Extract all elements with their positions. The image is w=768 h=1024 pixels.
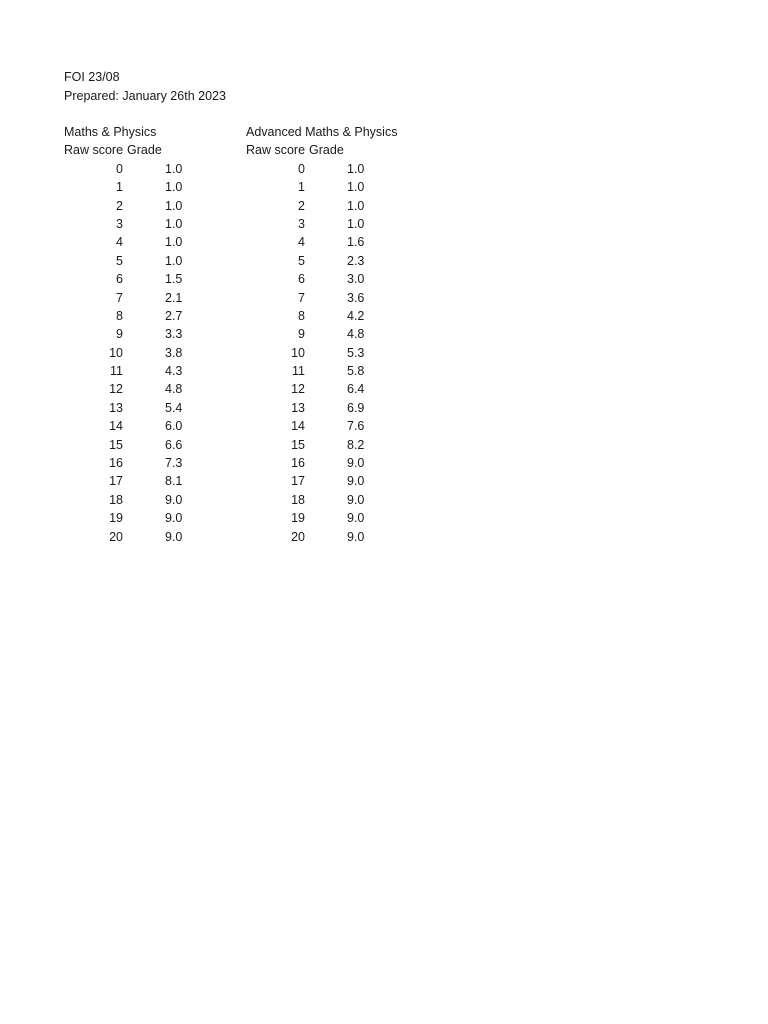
raw-score-cell: 17 (109, 474, 123, 489)
raw-score-cell: 16 (109, 456, 123, 471)
table-row (246, 160, 397, 178)
grade-cell: 1.0 (165, 198, 183, 213)
raw-score-cell: 6 (116, 272, 123, 287)
table-row (64, 160, 183, 178)
raw-score-cell: 15 (291, 437, 305, 452)
table-row (246, 454, 397, 472)
grade-cell: 1.0 (165, 216, 183, 231)
table-row (246, 178, 397, 196)
table-header (246, 141, 397, 159)
raw-score-cell: 20 (109, 529, 123, 544)
grade-cell: 5.8 (347, 364, 365, 379)
table-row (64, 233, 183, 251)
grade-cell: 4.8 (165, 382, 183, 397)
table-row (64, 436, 183, 454)
raw-score-cell: 10 (291, 345, 305, 360)
table-row (246, 289, 397, 307)
table-row (246, 417, 397, 435)
raw-score-cell: 15 (109, 437, 123, 452)
raw-score-cell: 4 (116, 235, 123, 250)
raw-score-cell: 0 (116, 161, 123, 176)
table-row (246, 509, 397, 527)
table-row (246, 528, 397, 546)
raw-score-cell: 14 (109, 419, 123, 434)
grade-cell: 1.6 (347, 235, 365, 250)
table-row (246, 197, 397, 215)
table-row (246, 491, 397, 509)
raw-score-cell: 2 (298, 198, 305, 213)
table-row (64, 178, 183, 196)
raw-score-cell: 9 (116, 327, 123, 342)
raw-score-cell: 5 (116, 253, 123, 268)
raw-score-cell: 10 (109, 345, 123, 360)
table-row (246, 472, 397, 490)
table-row (246, 380, 397, 398)
raw-score-cell: 5 (298, 253, 305, 268)
table-row (64, 472, 183, 490)
raw-score-cell: 19 (291, 511, 305, 526)
raw-score-cell: 14 (291, 419, 305, 434)
table-row (64, 509, 183, 527)
raw-score-cell: 2 (116, 198, 123, 213)
table-row (64, 344, 183, 362)
grade-cell: 6.9 (347, 400, 365, 415)
table-row (64, 307, 183, 325)
grade-cell: 7.3 (165, 456, 183, 471)
table-row (246, 215, 397, 233)
raw-score-cell: 11 (292, 364, 305, 379)
table-row (64, 380, 183, 398)
raw-score-cell: 7 (116, 290, 123, 305)
column-header-raw-score: Raw score (64, 143, 124, 158)
raw-score-cell: 11 (110, 364, 123, 379)
grade-cell: 6.0 (165, 419, 183, 434)
table-rows (246, 160, 397, 546)
raw-score-cell: 7 (298, 290, 305, 305)
raw-score-cell: 16 (291, 456, 305, 471)
table-row (64, 491, 183, 509)
table-row (64, 252, 183, 270)
column-header-grade: Grade (309, 143, 344, 158)
grade-cell: 6.6 (165, 437, 183, 452)
table-row (246, 307, 397, 325)
grade-cell: 1.0 (347, 180, 365, 195)
grade-cell: 5.4 (165, 400, 183, 415)
grade-cell: 3.6 (347, 290, 365, 305)
table-row (246, 344, 397, 362)
table-row (246, 325, 397, 343)
raw-score-cell: 18 (291, 492, 305, 507)
column-header-grade: Grade (127, 143, 162, 158)
table-advanced-maths-physics (246, 123, 397, 546)
raw-score-cell: 4 (298, 235, 305, 250)
raw-score-cell: 13 (291, 400, 305, 415)
grade-cell: 3.3 (165, 327, 183, 342)
grade-cell: 2.1 (165, 290, 183, 305)
table-title: Maths & Physics (64, 125, 157, 139)
grade-cell: 8.2 (347, 437, 365, 452)
table-row (246, 270, 397, 288)
grade-cell: 6.4 (347, 382, 365, 397)
table-rows (64, 160, 183, 546)
raw-score-cell: 20 (291, 529, 305, 544)
table-row (64, 454, 183, 472)
grade-cell: 3.0 (347, 272, 365, 287)
raw-score-cell: 1 (116, 180, 123, 195)
grade-cell: 1.0 (165, 161, 183, 176)
raw-score-cell: 19 (109, 511, 123, 526)
table-header (64, 141, 162, 159)
grade-cell: 9.0 (165, 492, 183, 507)
table-title: Advanced Maths & Physics (246, 125, 398, 139)
grade-cell: 1.0 (165, 253, 183, 268)
table-row (64, 528, 183, 546)
table-row (246, 399, 397, 417)
table-row (246, 436, 397, 454)
table-row (64, 399, 183, 417)
grade-cell: 1.5 (165, 272, 183, 287)
table-row (64, 270, 183, 288)
grade-cell: 5.3 (347, 345, 365, 360)
document-reference: FOI 23/08 (64, 70, 120, 84)
grade-cell: 4.2 (347, 308, 365, 323)
prepared-date: Prepared: January 26th 2023 (64, 89, 226, 103)
raw-score-cell: 12 (291, 382, 305, 397)
grade-cell: 1.0 (347, 198, 365, 213)
raw-score-cell: 12 (109, 382, 123, 397)
table-row (246, 362, 397, 380)
grade-cell: 9.0 (347, 511, 365, 526)
grade-cell: 1.0 (347, 216, 365, 231)
grade-cell: 2.3 (347, 253, 365, 268)
raw-score-cell: 0 (298, 161, 305, 176)
grade-cell: 9.0 (347, 474, 365, 489)
table-row (64, 417, 183, 435)
grade-cell: 1.0 (165, 235, 183, 250)
column-header-raw-score: Raw score (246, 143, 306, 158)
grade-cell: 4.8 (347, 327, 365, 342)
raw-score-cell: 8 (116, 308, 123, 323)
grade-cell: 7.6 (347, 419, 365, 434)
table-row (246, 233, 397, 251)
grade-cell: 8.1 (165, 474, 183, 489)
table-row (64, 215, 183, 233)
table-row (64, 325, 183, 343)
raw-score-cell: 8 (298, 308, 305, 323)
grade-cell: 1.0 (165, 180, 183, 195)
table-row (246, 252, 397, 270)
raw-score-cell: 6 (298, 272, 305, 287)
raw-score-cell: 18 (109, 492, 123, 507)
raw-score-cell: 3 (298, 216, 305, 231)
grade-cell: 9.0 (347, 529, 365, 544)
raw-score-cell: 17 (291, 474, 305, 489)
table-row (64, 197, 183, 215)
table-maths-physics (64, 123, 183, 546)
raw-score-cell: 13 (109, 400, 123, 415)
raw-score-cell: 9 (298, 327, 305, 342)
raw-score-cell: 3 (116, 216, 123, 231)
grade-cell: 9.0 (347, 492, 365, 507)
grade-cell: 9.0 (165, 511, 183, 526)
grade-cell: 4.3 (165, 364, 183, 379)
raw-score-cell: 1 (298, 180, 305, 195)
table-row (64, 362, 183, 380)
grade-cell: 9.0 (347, 456, 365, 471)
grade-cell: 1.0 (347, 161, 365, 176)
table-row (64, 289, 183, 307)
grade-cell: 9.0 (165, 529, 183, 544)
grade-cell: 3.8 (165, 345, 183, 360)
grade-cell: 2.7 (165, 308, 183, 323)
